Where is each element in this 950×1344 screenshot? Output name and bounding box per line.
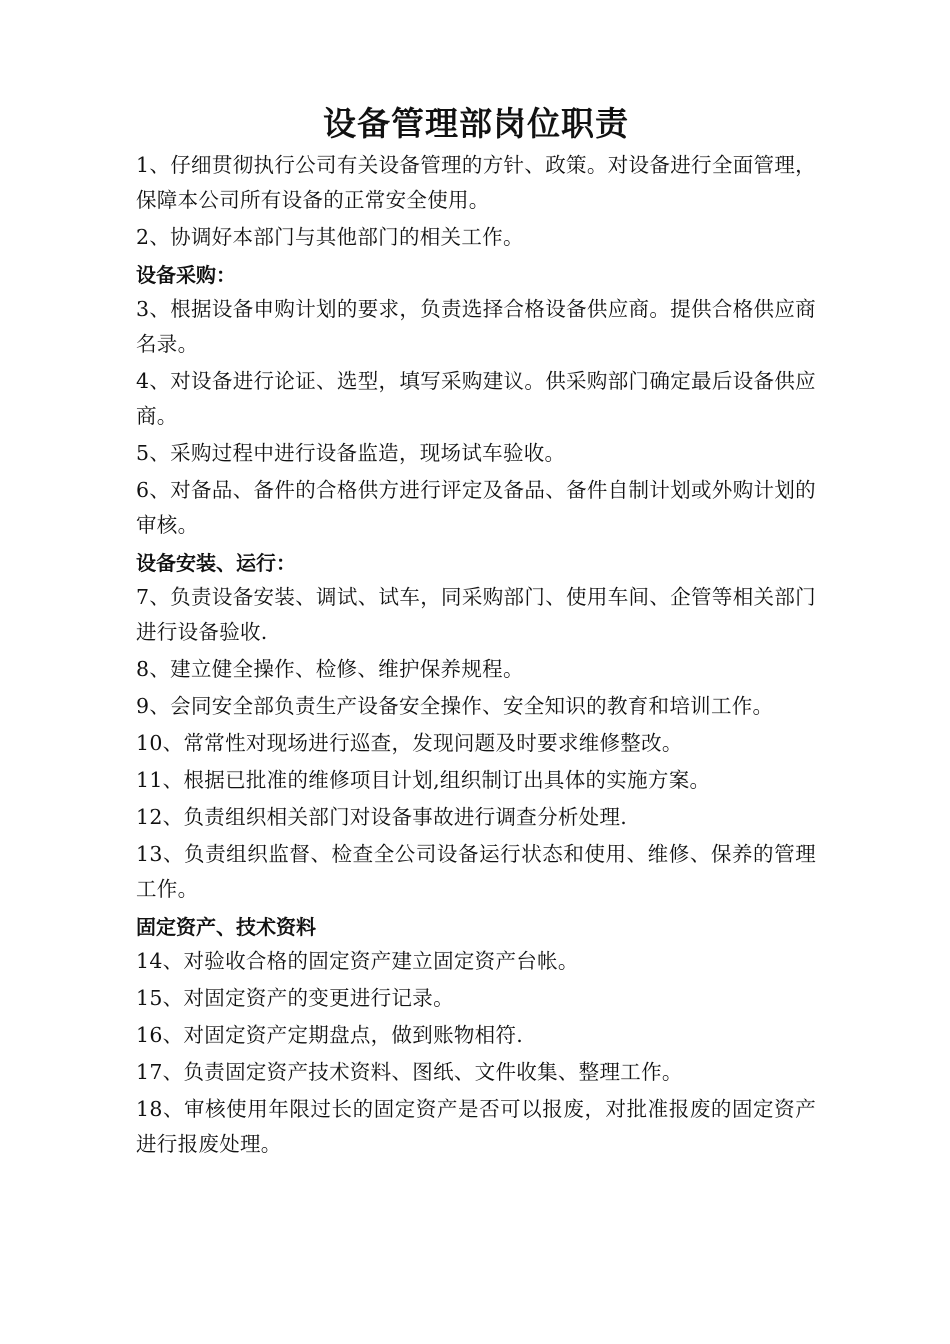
paragraph-9: 9、会同安全部负责生产设备安全操作、安全知识的教育和培训工作。 — [136, 694, 774, 718]
paragraph-7: 7、负责设备安装、调试、试车，同采购部门、使用车间、企管等相关部门进行设备验收. — [136, 585, 816, 644]
paragraph-4: 4、对设备进行论证、选型，填写采购建议。供采购部门确定最后设备供应商。 — [136, 369, 816, 428]
paragraph-1: 1、仔细贯彻执行公司有关设备管理的方针、政策。对设备进行全面管理，保障本公司所有设备的正常安全使用。 — [136, 153, 816, 212]
paragraph-13: 13、负责组织监督、检查全公司设备运行状态和使用、维修、保养的管理工作。 — [136, 842, 816, 901]
paragraph-14: 14、对验收合格的固定资产建立固定资产台帐。 — [136, 949, 579, 973]
paragraph-8: 8、建立健全操作、检修、维护保养规程。 — [136, 657, 524, 681]
paragraph-2: 2、协调好本部门与其他部门的相关工作。 — [136, 225, 524, 249]
paragraph-12: 12、负责组织相关部门对设备事故进行调查分析处理. — [136, 805, 628, 829]
paragraph-16: 16、对固定资产定期盘点，做到账物相符. — [136, 1023, 524, 1047]
paragraph-3: 3、根据设备申购计划的要求，负责选择合格设备供应商。提供合格供应商名录。 — [136, 297, 816, 356]
document-title: 设备管理部岗位职责 — [323, 104, 629, 143]
paragraph-17: 17、负责固定资产技术资料、图纸、文件收集、整理工作。 — [136, 1060, 683, 1084]
paragraph-15: 15、对固定资产的变更进行记录。 — [136, 986, 454, 1010]
section-heading-installation: 设备安装、运行： — [136, 551, 296, 575]
paragraph-6: 6、对备品、备件的合格供方进行评定及备品、备件自制计划或外购计划的审核。 — [136, 478, 816, 537]
paragraph-10: 10、常常性对现场进行巡查，发现问题及时要求维修整改。 — [136, 731, 683, 755]
paragraph-11: 11、根据已批准的维修项目计划,组织制订出具体的实施方案。 — [136, 768, 711, 792]
paragraph-5: 5、采购过程中进行设备监造，现场试车验收。 — [136, 441, 566, 465]
section-heading-procurement: 设备采购： — [136, 263, 236, 287]
section-heading-fixed-assets: 固定资产、技术资料 — [136, 915, 316, 939]
document-page — [136, 100, 816, 1164]
paragraph-18: 18、审核使用年限过长的固定资产是否可以报废，对批准报废的固定资产进行报废处理。 — [136, 1097, 816, 1156]
